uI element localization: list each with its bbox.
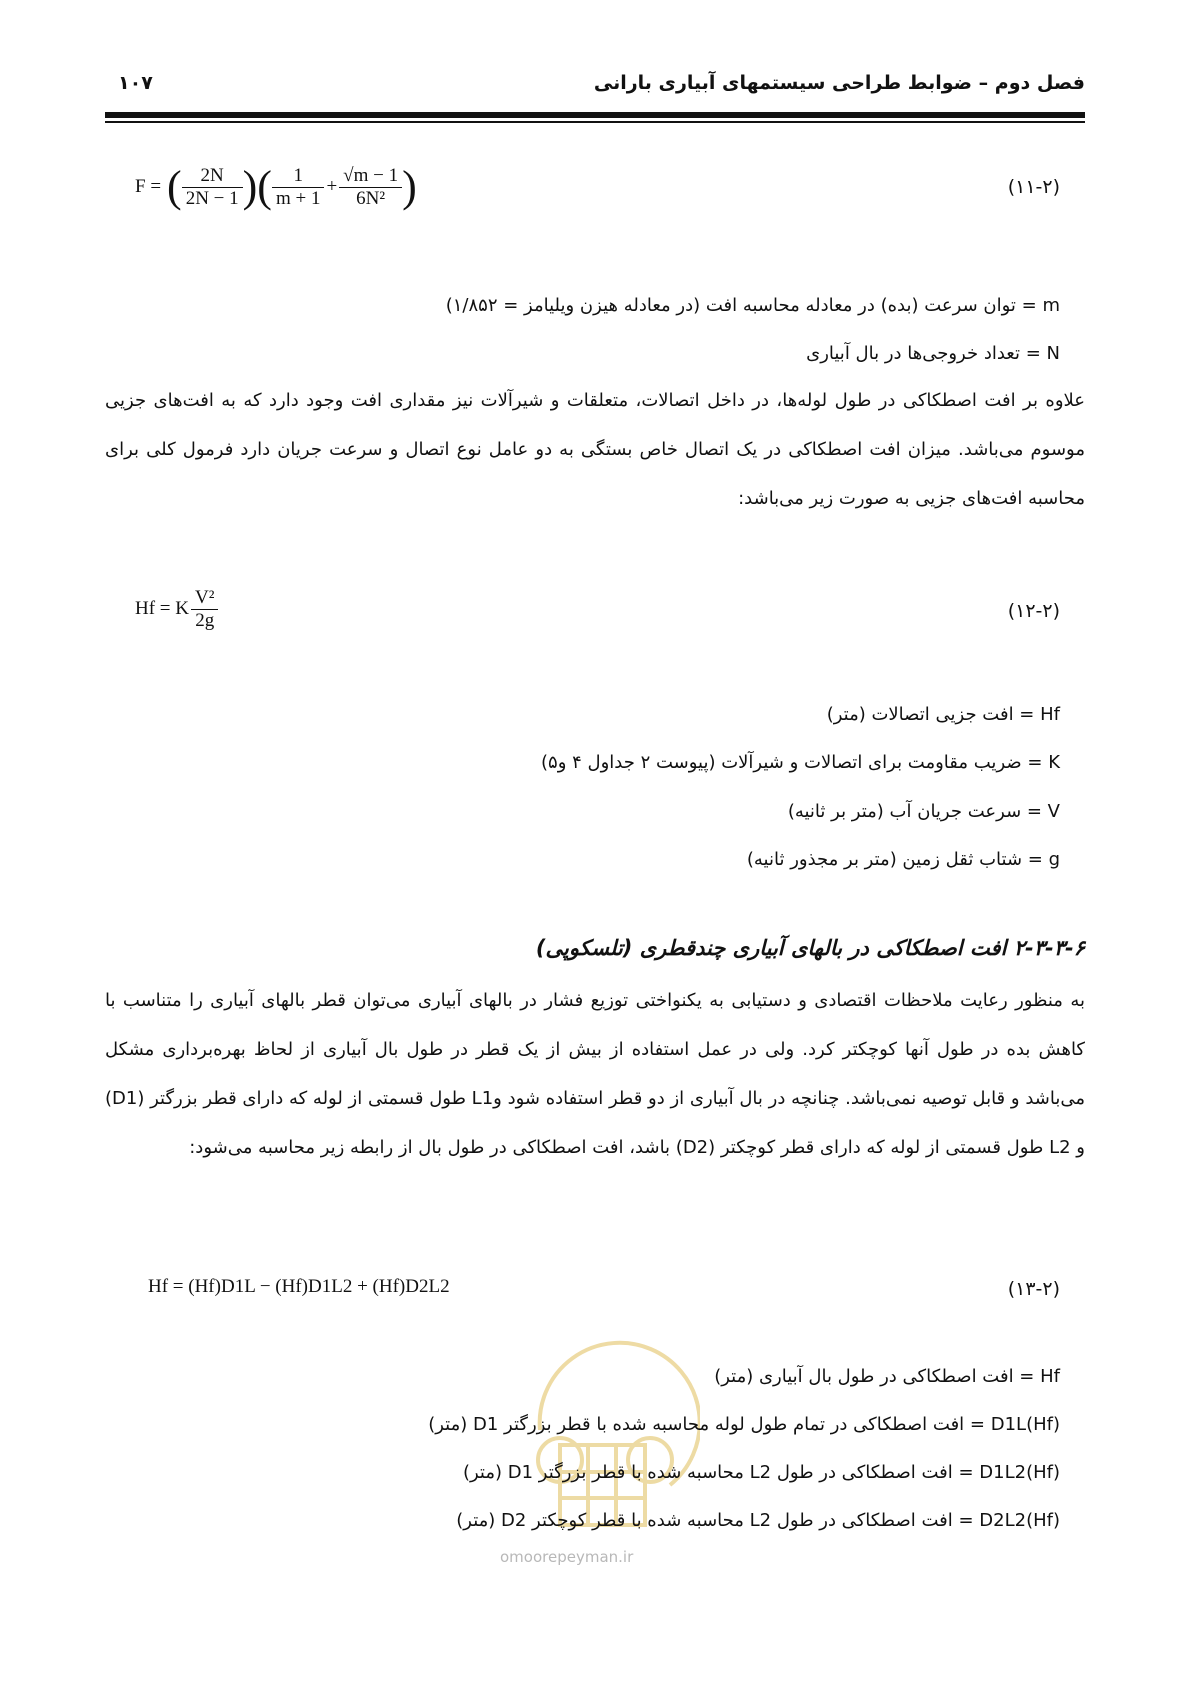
definition-HfD1L: (Hf)D1L = افت اصطکاکی در تمام طول لوله محاسبه شده با قطر بزرگتر D1 (متر) xyxy=(428,1414,1060,1435)
definition-m: m = توان سرعت (بده) در معادله محاسبه افت (در معادله هیزن ویلیامز = ۱/۸۵۲) xyxy=(445,295,1060,316)
paragraph-telescopic-laterals: به منظور رعایت ملاحظات اقتصادی و دستیابی به یکنواختی توزیع فشار در بالهای آبیاری می‌توان قطر بالهای آبیاری را متناسب با کاهش بده در طول آنها کوچکتر کرد. ولی در عمل استفاده از بیش از یک قطر در طول بال آبیاری از لحاظ بهره‌برداری مشکل می‌باشد و قابل توصیه نمی‌باشد. چنانچه در بال آبیاری از دو قطر استفاده شود وL1 طول قسمتی از لوله که دارای قطر بزرگتر (D1) و L2 طول قسمتی از لوله که دارای قطر کوچکتر (D2) باشد، افت اصطکاکی در طول بال از رابطه زیر محاسبه می‌شود: xyxy=(105,990,1085,1158)
equation-12-fraction: $\frac{\text{V²}}{2g}$ xyxy=(191,587,218,632)
equation-12-lhs: Hf = K xyxy=(135,598,189,619)
definition-HfD2L2: (Hf)D2L2 = افت اصطکاکی در طول L2 محاسبه شده با قطر کوچکتر D2 (متر) xyxy=(456,1510,1060,1531)
watermark-site: omoorepeyman.ir xyxy=(500,1548,634,1566)
definition-K: K = ضریب مقاومت برای اتصالات و شیرآلات (پیوست ۲ جداول ۴ و۵) xyxy=(540,752,1060,773)
equation-13: Hf = (Hf)D1L − (Hf)D1L2 + (Hf)D2L2 xyxy=(148,1276,450,1297)
definition-HfD1L2: (Hf)D1L2 = افت اصطکاکی در طول L2 محاسبه شده با قطر بزرگتر D1 (متر) xyxy=(462,1462,1060,1483)
equation-11-term-2: $\frac{1}{m + 1}$ xyxy=(272,165,325,210)
equation-11-term-3: $\frac{√m - 1}{\text{6N²}}$ xyxy=(339,165,402,210)
paragraph-minor-losses: علاوه بر افت اصطکاکی در طول لوله‌ها، در داخل اتصالات، متعلقات و شیرآلات نیز مقداری افت وجود دارد که به افت‌های جزیی موسوم می‌باشد. میزان افت اصطکاکی در یک اتصال خاص بستگی به دو عامل نوع اتصال و سرعت جریان دارد فرمول کلی برای محاسبه افت‌های جزیی به صورت زیر می‌باشد: xyxy=(105,390,1085,509)
definition-Hf: Hf = افت جزیی اتصالات (متر) xyxy=(826,704,1060,725)
definition-g: g = شتاب ثقل زمین (متر بر مجذور ثانیه) xyxy=(746,849,1060,870)
definition-N: N = تعداد خروجی‌ها در بال آبیاری xyxy=(806,343,1060,364)
section-heading: ۲-۳-۳-۶ افت اصطکاکی در بالهای آبیاری چندقطری (تلسکوپی) xyxy=(535,936,1085,960)
header-rule-thick xyxy=(105,112,1085,118)
equation-11-number: (۱۱-۲) xyxy=(1007,176,1060,198)
equation-13-number: (۱۳-۲) xyxy=(1007,1278,1060,1300)
equation-11-plus: + xyxy=(326,176,338,197)
equation-12-number: (۱۲-۲) xyxy=(1007,600,1060,622)
definition-V: V = سرعت جریان آب (متر بر ثانیه) xyxy=(787,801,1060,822)
header-rule-thin xyxy=(105,121,1085,123)
equation-11-term-1: $\frac{2N}{2N - 1}$ xyxy=(182,165,243,210)
equation-11-lhs: F = xyxy=(135,176,162,197)
equation-11: F = ( $\frac{2N}{2N - 1}$ )( $\frac{1}{m + 1}$ + $\frac{√m - 1}{\text{6N²}}$ ) xyxy=(135,162,417,211)
definition-Hf-total: Hf = افت اصطکاکی در طول بال آبیاری (متر) xyxy=(714,1366,1060,1387)
page-number: ۱۰۷ xyxy=(118,72,153,94)
running-header-title: فصل دوم – ضوابط طراحی سیستمهای آبیاری بارانی xyxy=(593,72,1085,94)
equation-12 xyxy=(135,576,218,642)
